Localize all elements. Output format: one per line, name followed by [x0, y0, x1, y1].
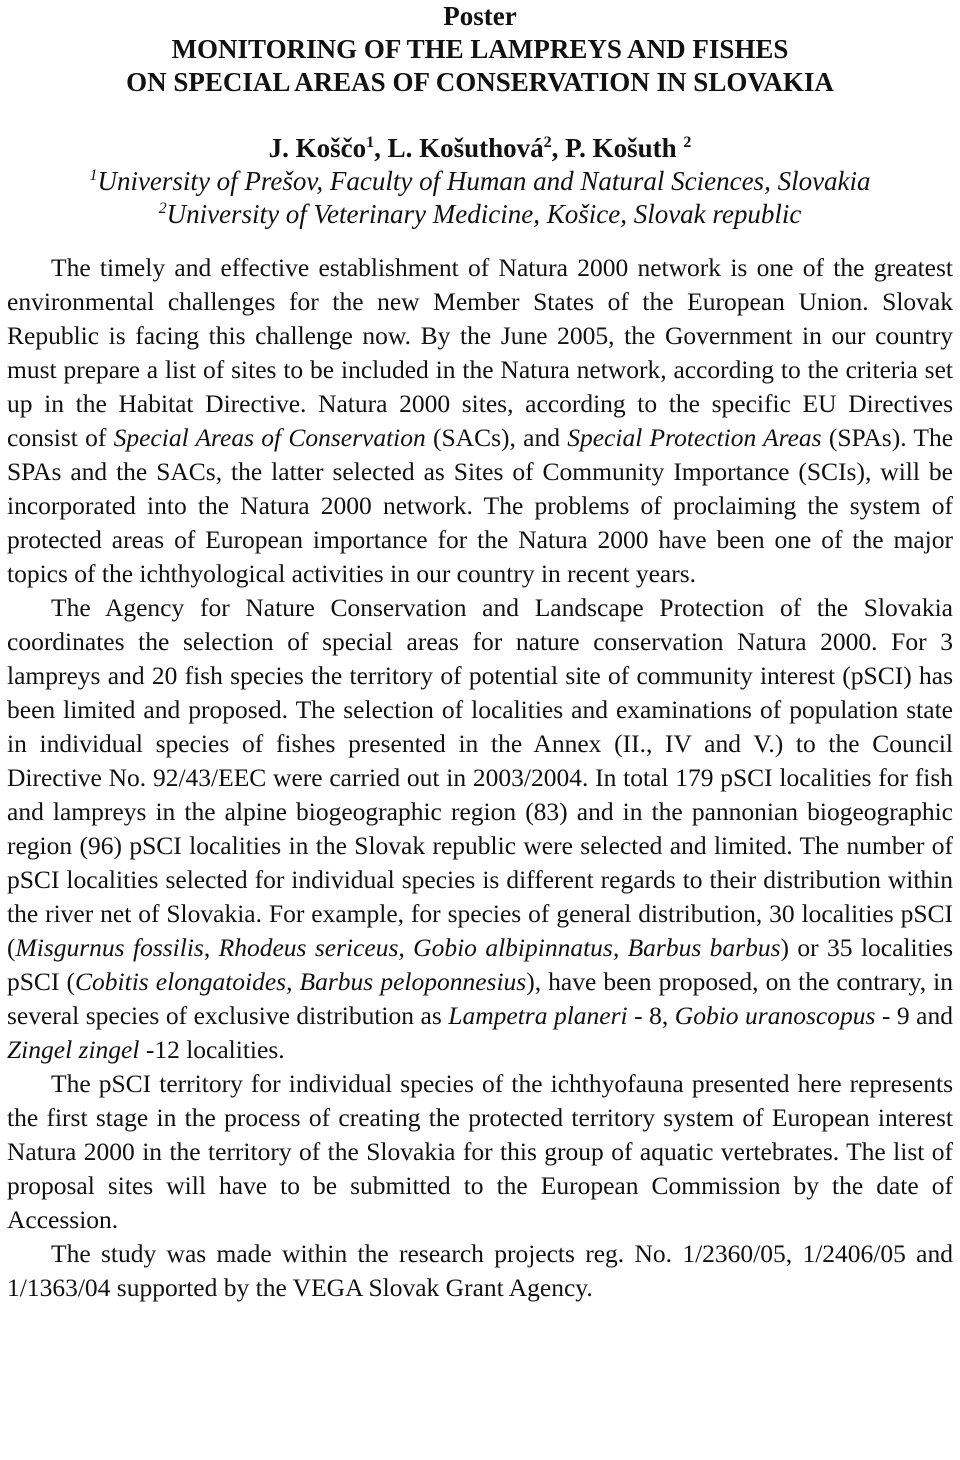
text-run: ) or 35 localities pSCI ( [7, 933, 953, 996]
species-name: Misgurnus fossilis [15, 933, 204, 962]
author-name: J. Koščo [268, 133, 367, 163]
affiliation-mark: 2 [158, 200, 167, 217]
paragraph-1 [7, 251, 953, 591]
affiliation-text: University of Veterinary Medicine, Košice, Slovak republic [166, 199, 802, 229]
author-affiliation-mark: 2 [543, 134, 552, 151]
author-name: L. Košuthová [387, 133, 544, 163]
paragraph-3: The pSCI territory for individual species of the ichthyofauna presented here represents the first stage in the process of creating the protected territory system of European interest Natura 2000 in the territory of the Slovakia for this group of aquatic vertebrates. The list of proposal sites will have to be submitted to the European Commission by the date of Accession. [7, 1069, 953, 1234]
species-name: Gobio uranoscopus [674, 1001, 876, 1030]
text-run: ), have been proposed, on the contrary, in several species of exclusive distribution as [7, 967, 953, 1030]
text-run: -12 localities. [139, 1035, 285, 1064]
text-run: The timely and effective establishment of Natura 2000 network is one of the greatest environmental challenges for the new Member States of the European Union. Slovak Republic is facing this challenge now. By the June 2005, the Government in our country must prepare a list of sites to be included in the Natura network, according to the criteria set up in the Habitat Directive. Natura 2000 sites, according to the specific EU Directives consist of [7, 253, 953, 452]
text-run: The Agency for Nature Conservation and Landscape Protection of the Slovakia coordinates the selection of special areas for nature conservation Natura 2000. For 3 lampreys and 20 fish species the territory of potential site of community interest (pSCI) has been limited and proposed. The selection of localities and examinations of population state in individual species of fishes presented in the Annex (II., IV and V.) to the Council Directive No. 92/43/EEC were carried out in 2003/2004. In total 179 pSCI localities for fish and lampreys in the alpine biogeographic region (83) and in the pannonian biogeographic region (96) pSCI localities in the Slovak republic were selected and limited. The number of pSCI localities selected for individual species is different regards to their distribution within the river net of Slovakia. For example, for species of general distribution, 30 localities pSCI ( [7, 593, 953, 962]
author-affiliation-mark: 1 [366, 134, 375, 151]
poster-label: Poster [443, 1, 517, 31]
document-page [7, 0, 953, 1305]
author-separator: , [551, 133, 566, 163]
text-run: - 8, [627, 1001, 675, 1030]
text-run: (SPAs). The SPAs and the SACs, the latter selected as Sites of Community Importance (SCIs), will be incorporated into the Natura 2000 network. The problems of proclaiming the system of protected areas of European importance for the Natura 2000 have been one of the major topics of the ichthyological activities in our country in recent years. [7, 423, 954, 588]
text-run: , [203, 933, 219, 962]
italic-term: Special Protection Areas [567, 423, 822, 452]
paragraph-2 [7, 591, 953, 1067]
paragraph-4: The study was made within the research projects reg. No. 1/2360/05, 1/2406/05 and 1/1363/04 supported by the VEGA Slovak Grant Agency. [7, 1239, 953, 1302]
author-name: P. Košuth [565, 133, 677, 163]
abstract-body [7, 251, 953, 1305]
affiliation-mark: 1 [89, 167, 98, 184]
author-list [7, 132, 953, 165]
species-name: Cobitis elongatoides, Barbus peloponnesius [75, 967, 527, 996]
paper-header [7, 0, 953, 99]
text-run: - 9 and [875, 1001, 953, 1030]
affiliation-1 [7, 165, 953, 198]
species-name: Lampetra planeri [448, 1001, 628, 1030]
paper-title-line-2: ON SPECIAL AREAS OF CONSERVATION IN SLOVAKIA [126, 67, 834, 97]
author-separator: , [374, 133, 388, 163]
author-affiliation-mark: 2 [683, 134, 692, 151]
affiliation-2 [7, 198, 953, 231]
affiliation-text: University of Prešov, Faculty of Human and Natural Sciences, Slovakia [97, 166, 871, 196]
text-run: (SACs), and [425, 423, 568, 452]
species-name: Zingel zingel [7, 1035, 140, 1064]
species-name: Rhodeus sericeus, Gobio albipinnatus, Barbus barbus [218, 933, 781, 962]
paper-title-line-1: MONITORING OF THE LAMPREYS AND FISHES [171, 34, 789, 64]
italic-term: Special Areas of Conservation [113, 423, 426, 452]
